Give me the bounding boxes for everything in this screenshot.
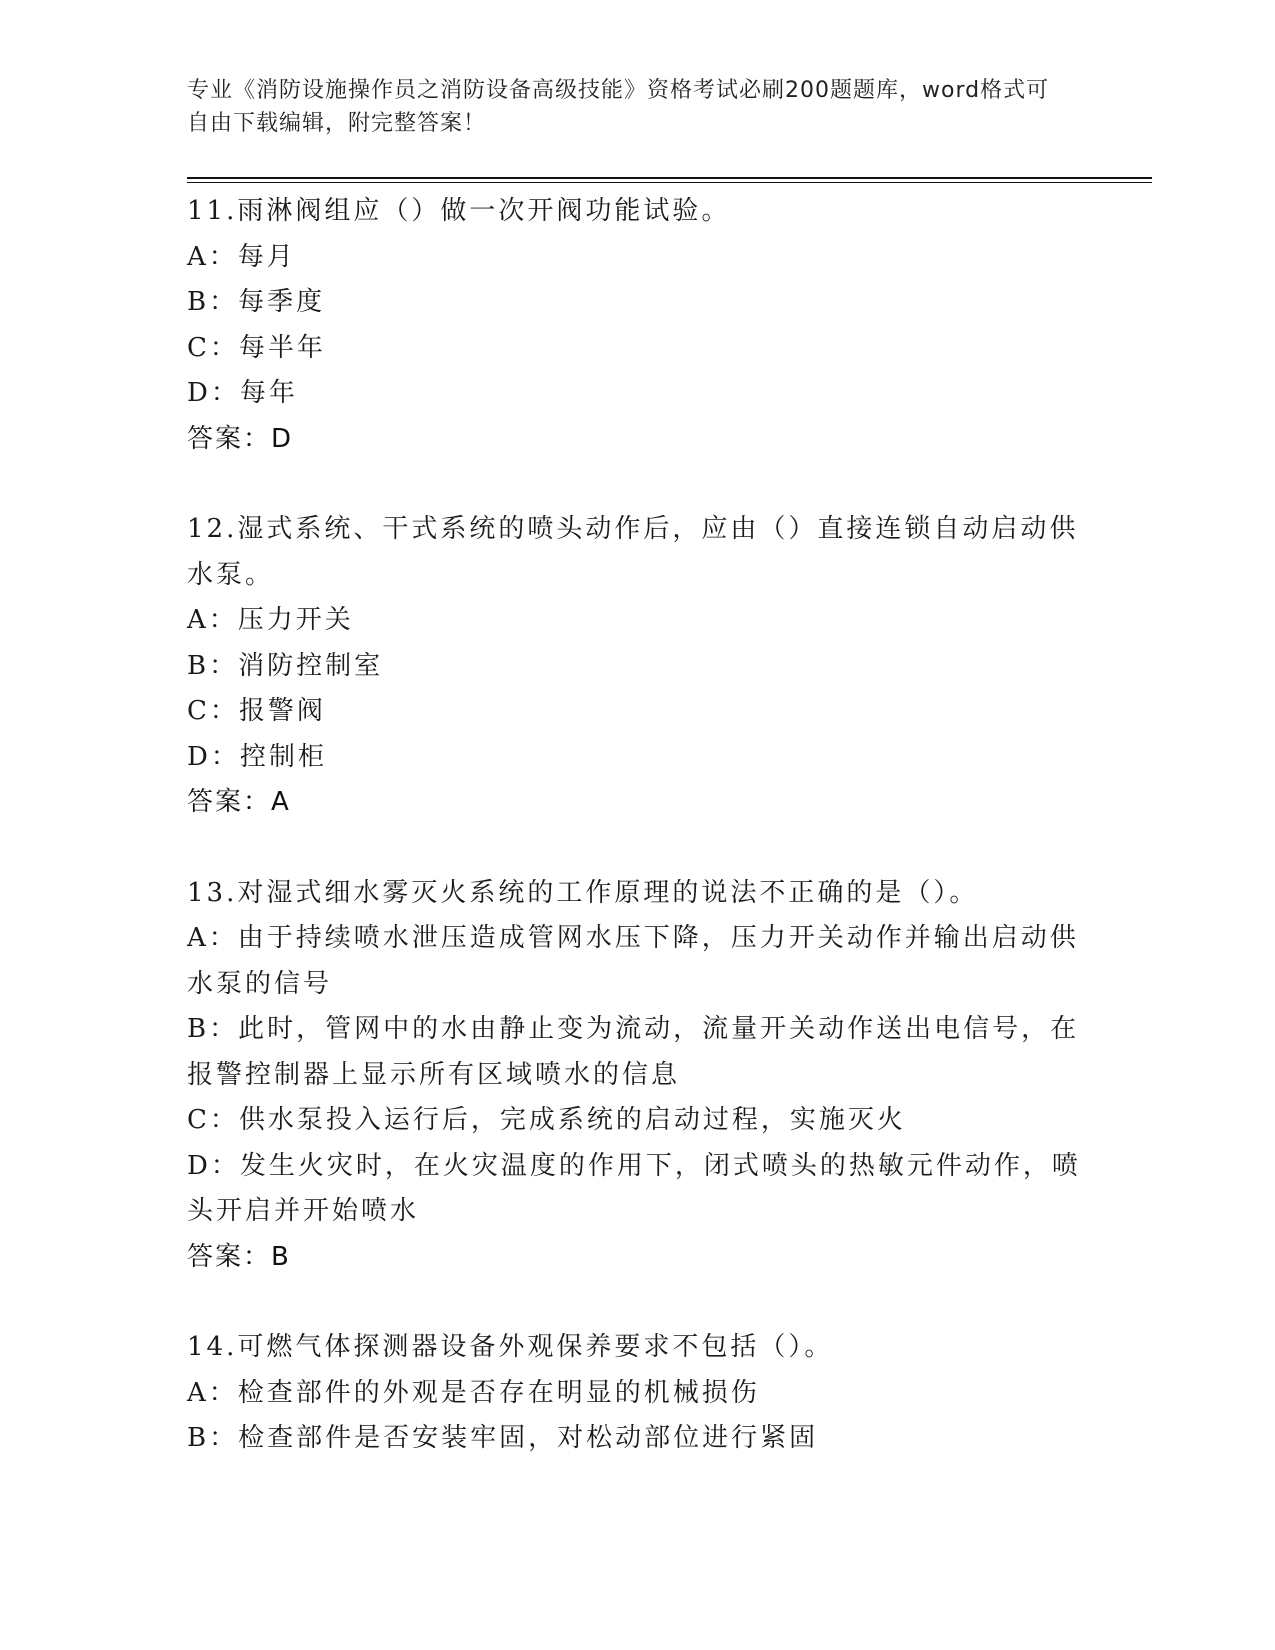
question-stem: 13.对湿式细水雾灭火系统的工作原理的说法不正确的是（）。: [187, 877, 979, 908]
option-b: B：此时，管网中的水由静止变为流动，流量开关动作送出电信号，在: [187, 1014, 1080, 1044]
answer-label: 答案：A: [187, 787, 291, 817]
question-stem: 12.湿式系统、干式系统的喷头动作后，应由（）直接连锁自动启动供: [187, 514, 1079, 544]
option-d: D：发生火灾时，在火灾温度的作用下，闭式喷头的热敏元件动作，喷: [187, 1150, 1081, 1181]
option-c: C：每半年: [187, 332, 326, 363]
header-divider-thick: [187, 177, 1152, 179]
option-c: C：供水泵投入运行后，完成系统的启动过程，实施灭火: [187, 1105, 906, 1135]
option-d-continued: 头开启并开始喷水: [187, 1196, 420, 1226]
question-item: [187, 871, 1082, 1281]
question-stem: 11.雨淋阀组应（）做一次开阀功能试验。: [187, 196, 731, 226]
question-list: [187, 189, 1082, 1507]
answer-label: 答案：D: [187, 423, 294, 454]
question-stem: 14.可燃气体探测器设备外观保养要求不包括（）。: [187, 1332, 834, 1362]
option-b: B：检查部件是否安装牢固，对松动部位进行紧固: [187, 1423, 819, 1453]
option-a: A：压力开关: [187, 605, 354, 635]
document-intro: 专业《消防设施操作员之消防设备高级技能》资格考试必刷200题题库，word格式可自由下载编辑，附完整答案！: [187, 78, 1050, 136]
option-a-continued: 水泵的信号: [187, 968, 333, 999]
option-a: A：由于持续喷水泄压造成管网水压下降，压力开关动作并输出启动供: [187, 923, 1079, 953]
option-d: D：每年: [187, 378, 298, 408]
option-a: A：每月: [187, 241, 296, 272]
option-b: B：每季度: [187, 287, 326, 317]
header-divider-thin: [187, 182, 1152, 183]
option-a: A：检查部件的外观是否存在明显的机械损伤: [187, 1377, 760, 1408]
question-item: [187, 1325, 1082, 1462]
option-d: D：控制柜: [187, 741, 327, 772]
option-c: C：报警阀: [187, 696, 326, 726]
option-b-continued: 报警控制器上显示所有区域喷水的信息: [187, 1059, 681, 1090]
answer-label: 答案：B: [187, 1241, 291, 1272]
question-item: [187, 507, 1082, 826]
question-stem-continued: 水泵。: [187, 559, 275, 590]
question-item: [187, 189, 1082, 462]
option-b: B：消防控制室: [187, 650, 384, 681]
